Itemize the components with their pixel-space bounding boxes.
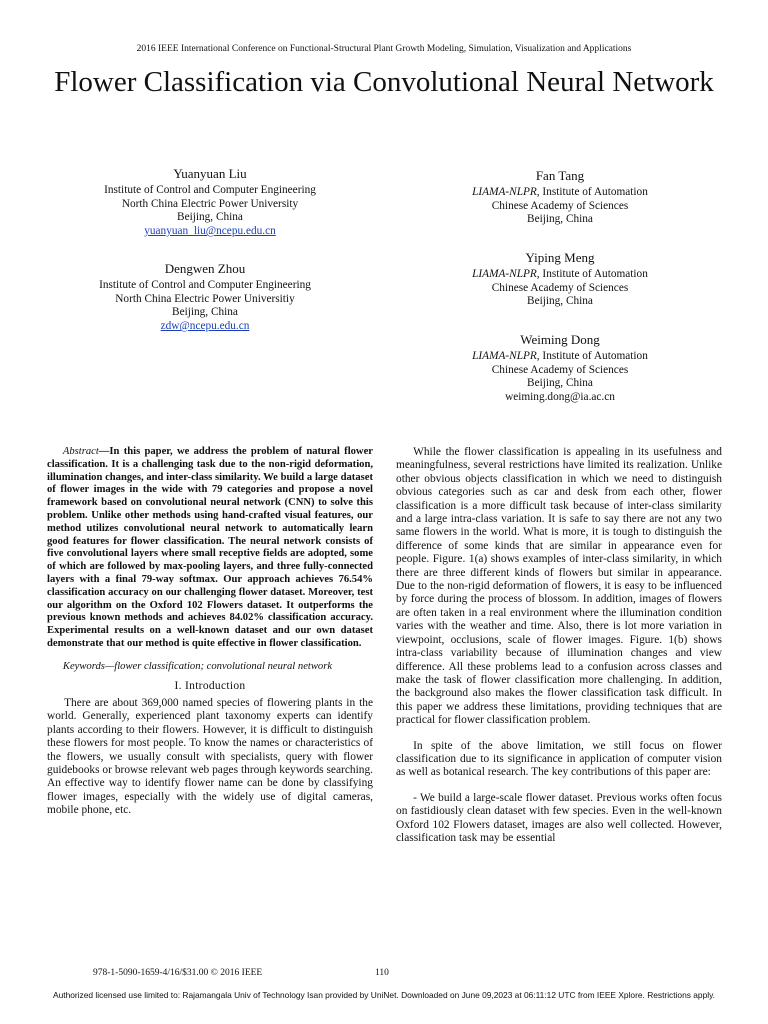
author-name: Dengwen Zhou — [164, 261, 246, 276]
intro-paragraph: There are about 369,000 named species of flowering plants in the world. Generally, experienced plant taxonomy experts can identify plants according to their flowers. However, it is difficult to distinguish these flowers for most people. To know the names or characteristics of the flowers, we usually consult with specialists, query with flower guidebooks or browse relevant web pages through keywords searching. An effective way to identify flower name can be done by classifying flower images, especially with the widely use of digital cameras, mobile phone, etc. — [47, 696, 373, 817]
author-affiliation: LIAMA-NLPR, Institute of Automation — [472, 186, 648, 198]
keywords: Keywords—flower classification; convolutional neural network — [62, 660, 333, 672]
section-heading: I. Introduction — [174, 679, 246, 692]
author-block — [60, 166, 360, 239]
paper-title: Flower Classification via Convolutional Neural Network — [54, 66, 714, 98]
author-affiliation: LIAMA-NLPR, Institute of Automation — [472, 350, 648, 362]
author-name: Yuanyuan Liu — [173, 166, 247, 181]
abstract — [47, 446, 373, 651]
author-location: Beijing, China — [527, 295, 593, 308]
author-affiliation: North China Electric Power University — [121, 197, 299, 210]
author-email: weiming.dong@ia.ac.cn — [505, 391, 615, 404]
author-name: Weiming Dong — [520, 332, 600, 347]
author-location: Beijing, China — [172, 306, 238, 319]
author-block — [55, 261, 355, 334]
license-notice: Authorized licensed use limited to: Rajamangala Univ of Technology Isan provided by UniNet. Downloaded on June 09,2023 at 06:11:12 UTC from IEEE Xplore. Restrictions apply. — [53, 990, 715, 1000]
contribution-item: - We build a large-scale flower dataset. Previous works often focus on fastidiously clean dataset with few species. Even in the well-known Oxford 102 Flowers dataset, images are also well collected. However, classification task may be essential — [396, 791, 722, 844]
author-location: Beijing, China — [527, 213, 593, 226]
author-affiliation: Institute of Control and Computer Engineering — [104, 184, 316, 196]
author-location: Beijing, China — [527, 377, 593, 390]
author-affiliation: North China Electric Power Universitiy — [115, 292, 295, 305]
author-email-link[interactable]: yuanyuan_liu@ncepu.edu.cn — [144, 225, 276, 238]
author-name: Yiping Meng — [525, 250, 595, 265]
author-affiliation: Chinese Academy of Sciences — [491, 199, 629, 212]
author-affiliation: Chinese Academy of Sciences — [491, 363, 629, 376]
author-affiliation: LIAMA-NLPR, Institute of Automation — [472, 268, 648, 280]
author-block — [410, 332, 710, 405]
author-location: Beijing, China — [177, 211, 243, 224]
abstract-text: —In this paper, we address the problem of natural flower classification. It is a challenging task due to the non-rigid deformation, illumination changes, and inter-class similarity. We build a large dataset of flower images in the wide with 79 categories and propose a novel framework based on convolutional neural network (CNN) to solve this problem. Unlike other methods using hand-crafted visual features, our method utilizes convolutional neural network to automatically learn good features for flower classification. The neural network consists of five convolutional layers where small receptive fields are adopted, some of which are followed by max-pooling layers, and three fully-connected layers with a final 79-way softmax. Our approach achieves 76.54% classification accuracy on our challenging flower dataset. Moreover, test our algorithm on the Oxford 102 Flowers dataset. It outperforms the previous known methods and achieves 84.02% classification accuracy. Experimental results on a well-known dataset and our own dataset demonstrate that our method is quite effective in flower classification. — [47, 446, 373, 649]
author-block — [410, 168, 710, 227]
right-column — [396, 446, 722, 845]
author-block — [410, 250, 710, 309]
left-column — [47, 446, 373, 818]
author-name: Fan Tang — [535, 168, 585, 183]
body-paragraph: In spite of the above limitation, we still focus on flower classification due to its significance in application of computer vision as well as botanical research. The key contributions of this paper are: — [396, 739, 722, 779]
author-affiliation: Institute of Control and Computer Engineering — [99, 279, 311, 291]
conference-header: 2016 IEEE International Conference on Functional-Structural Plant Growth Modeling, Simulation, Visualization and Applications — [136, 44, 632, 54]
page-number: 110 — [375, 968, 389, 978]
abstract-label: Abstract — [62, 446, 99, 457]
body-paragraph: While the flower classification is appealing in its usefulness and meaningfulness, several restrictions have limited its realization. Unlike other obvious objects classification in which we need to distinguish obvious categories such as car and desk from each other, flower classification is a more difficult task because of inter-class similarity and a large intra-class variation. It is safe to say there are not any two same flowers in the world. What is more, it is tough to distinguish the difference of some kinds that are similar in appearance even for people. Figure. 1(a) shows examples of inter-class similarity, in which there are three different kinds of flowers but similar in appearance. Due to the non-rigid deformation of flowers, it is easy to be influenced by force during the process of blossom. In addition, images of flowers are often taken in a real environment where the illumination condition varies with the weather and time. Also, there is lot more variation in viewpoint, occlusions, scale of flower images. Figure. 1(b) shows intra-class variability because of illumination changes and view difference. All these problems lead to a confusion across classes and make the task of flower classification more challenging. In addition, the background also makes the flower classification task difficult. In this paper we address these limitations, providing techniques that are practical for flower classification problem. — [396, 446, 722, 727]
author-affiliation: Chinese Academy of Sciences — [491, 281, 629, 294]
copyright-footer: 978-1-5090-1659-4/16/$31.00 © 2016 IEEE — [93, 968, 263, 978]
author-email-link[interactable]: zdw@ncepu.edu.cn — [160, 320, 250, 333]
